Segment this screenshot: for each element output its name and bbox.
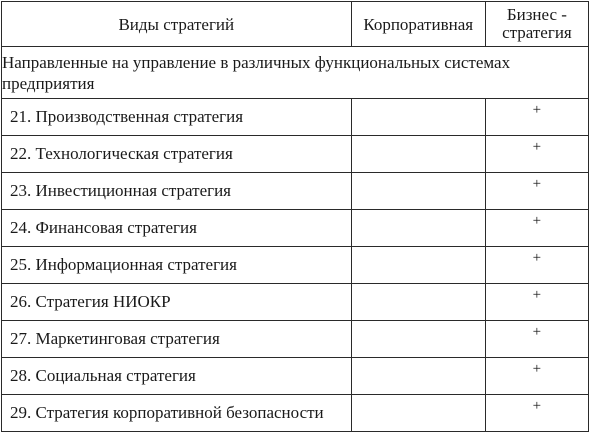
corporate-cell <box>351 173 485 210</box>
table-row <box>2 210 589 247</box>
group-title: Направленные на управление в различных функциональных системах предприятия <box>2 47 589 99</box>
corporate-cell <box>351 99 485 136</box>
strategy-name-cell: 24. Финансовая стратегия <box>2 210 352 247</box>
table-row <box>2 321 589 358</box>
header-strategy-types: Виды стратегий <box>2 2 352 47</box>
business-strategy-cell: + <box>485 395 588 432</box>
table-row <box>2 247 589 284</box>
strategy-name-cell: 22. Технологическая стратегия <box>2 136 352 173</box>
header-corporate: Корпоративная <box>351 2 485 47</box>
strategy-name-cell: 23. Инвестиционная стратегия <box>2 173 352 210</box>
table-row <box>2 358 589 395</box>
strategy-name-cell: 21. Производственная стратегия <box>2 99 352 136</box>
business-strategy-cell: + <box>485 210 588 247</box>
corporate-cell <box>351 247 485 284</box>
strategy-name-cell: 25. Информационная стратегия <box>2 247 352 284</box>
corporate-cell <box>351 210 485 247</box>
business-strategy-cell: + <box>485 136 588 173</box>
strategy-name-cell: 28. Социальная стратегия <box>2 358 352 395</box>
corporate-cell <box>351 395 485 432</box>
business-strategy-cell: + <box>485 247 588 284</box>
corporate-cell <box>351 358 485 395</box>
strategy-name-cell: 27. Маркетинговая стратегия <box>2 321 352 358</box>
table-row <box>2 136 589 173</box>
strategy-name-cell: 29. Стратегия корпоративной безопасности <box>2 395 352 432</box>
corporate-cell <box>351 321 485 358</box>
group-row <box>2 47 589 99</box>
corporate-cell <box>351 136 485 173</box>
table-row <box>2 99 589 136</box>
header-business-strategy: Бизнес - стратегия <box>485 2 588 47</box>
strategy-name-cell: 26. Стратегия НИОКР <box>2 284 352 321</box>
business-strategy-cell: + <box>485 358 588 395</box>
business-strategy-cell: + <box>485 99 588 136</box>
table-row <box>2 173 589 210</box>
strategy-table <box>1 1 589 432</box>
corporate-cell <box>351 284 485 321</box>
table-row <box>2 395 589 432</box>
business-strategy-cell: + <box>485 173 588 210</box>
table-row <box>2 284 589 321</box>
header-row <box>2 2 589 47</box>
business-strategy-cell: + <box>485 321 588 358</box>
business-strategy-cell: + <box>485 284 588 321</box>
